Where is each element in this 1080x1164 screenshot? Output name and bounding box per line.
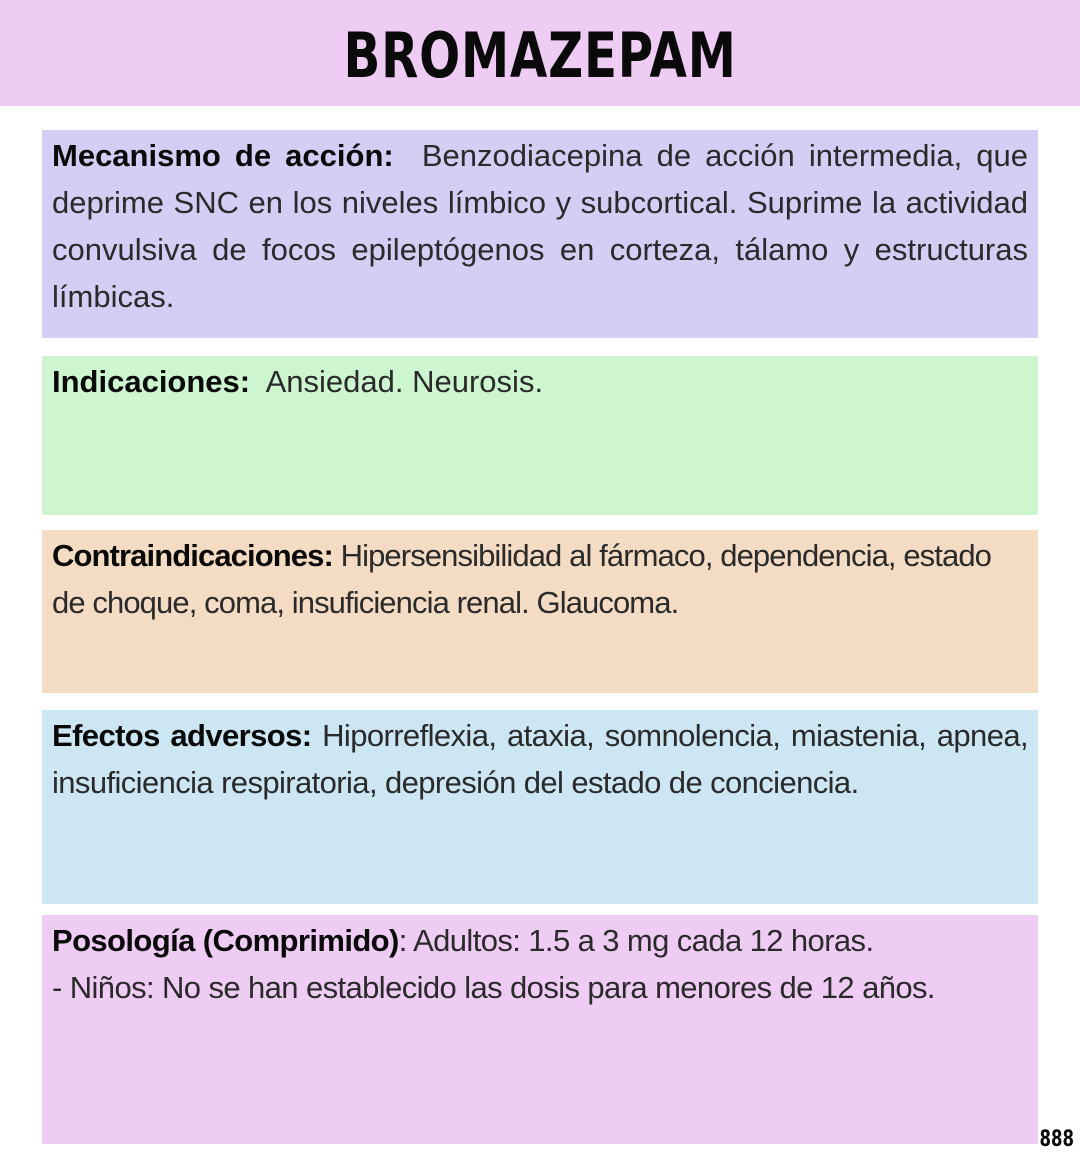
section-posologia-paragraph-ninos — [52, 964, 1028, 1011]
section-indicaciones-text: Ansiedad. Neurosis. — [250, 364, 544, 399]
section-posologia — [42, 915, 1038, 1144]
section-indicaciones-paragraph — [52, 358, 1028, 405]
section-posologia-text-adultos: : Adultos: 1.5 a 3 mg cada 12 horas. — [398, 923, 874, 958]
section-posologia-text-ninos: - Niños: No se han establecido las dosis para menores de 12 años. — [52, 970, 935, 1005]
title-banner — [0, 0, 1080, 106]
section-mecanismo-label: Mecanismo de acción: — [52, 138, 394, 173]
section-contraindicaciones-paragraph — [52, 532, 1028, 626]
section-efectos-adversos — [42, 710, 1038, 904]
section-mecanismo — [42, 130, 1038, 338]
section-efectos-adversos-label: Efectos adversos: — [52, 718, 312, 753]
section-mecanismo-text: Benzodiacepina de acción intermedia, que deprime SNC en los niveles límbico y subcortical. Suprime la actividad convulsiva de focos epileptógenos en corteza, tálamo y estructuras límbicas. — [52, 138, 1037, 314]
drug-title: BROMAZEPAM — [343, 18, 737, 92]
page-number: 888 — [1039, 1127, 1074, 1152]
section-indicaciones-label: Indicaciones: — [52, 364, 251, 399]
section-indicaciones — [42, 356, 1038, 515]
section-contraindicaciones — [42, 530, 1038, 693]
section-posologia-label: Posología (Comprimido) — [52, 923, 399, 958]
section-contraindicaciones-label: Contraindicaciones: — [52, 538, 333, 573]
section-efectos-adversos-text: Hiporreflexia, ataxia, somnolencia, miastenia, apnea, insuficiencia respiratoria, depresión del estado de conciencia. — [52, 718, 1037, 800]
section-mecanismo-paragraph — [52, 132, 1037, 320]
section-posologia-paragraph-adultos — [52, 917, 1028, 964]
section-efectos-adversos-paragraph — [52, 712, 1037, 806]
section-contraindicaciones-text: Hipersensibilidad al fármaco, dependencia, estado de choque, coma, insuficiencia renal. Glaucoma. — [52, 538, 999, 620]
